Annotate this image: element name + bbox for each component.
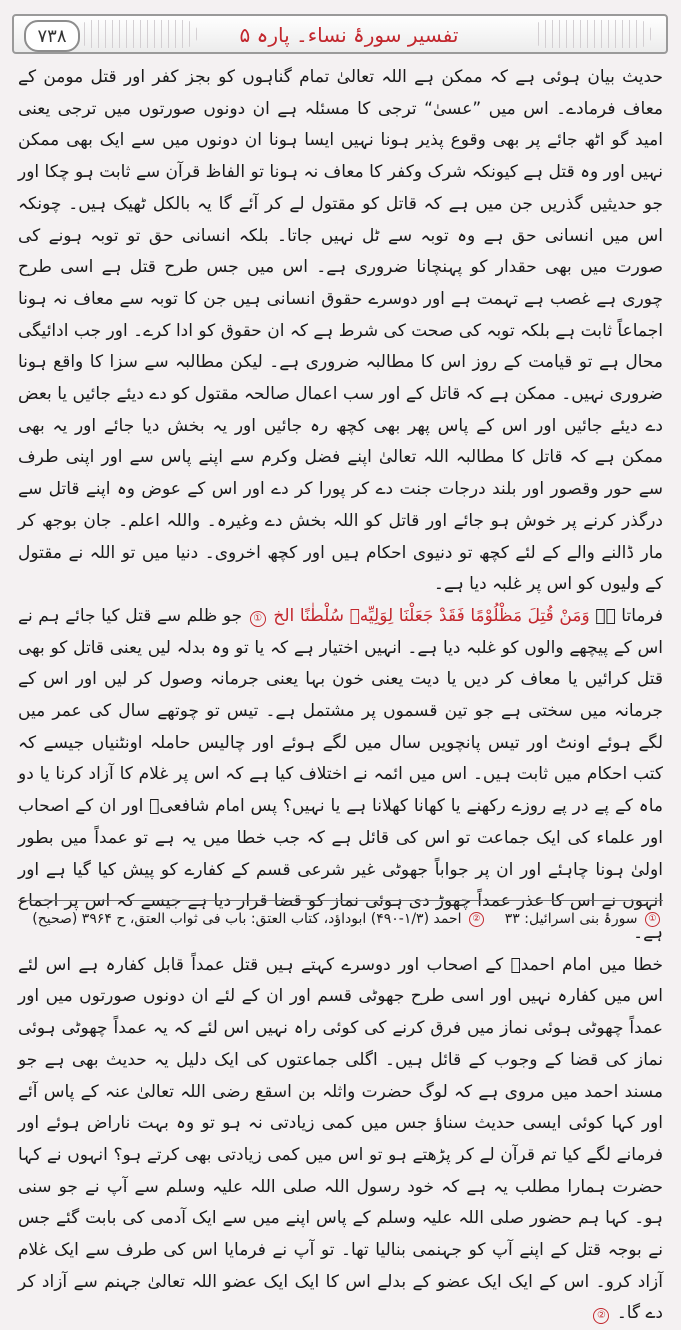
paragraph-3 [18, 950, 663, 1330]
footnote-ref-1[interactable]: ① [250, 611, 266, 627]
paragraph-3-text: خطا میں امام احمدؒ کے اصحاب اور دوسرے کہتے ہیں قتل عمداً قابل کفارہ ہے اس لئے اس میں کفارہ نہیں اور اسی طرح جھوٹی قسم اور ان کے لئے ان دونوں صورتوں میں اور عمداً چھوٹی ہوئی نماز میں فرق کرنے کی کوئی راہ نہیں اس لئے کہ یہ عمداً چھوٹی ہوئی نماز کی قضا کے وجوب کے قائل ہیں۔ اگلی جماعتوں کی ایک دلیل یہ حدیث بھی ہے جو مسند احمد میں مروی ہے کہ لوگ حضرت واثلہ بن اسقع رضی اللہ تعالیٰ عنہ کے پاس آئے اور کہا کوئی ایسی حدیث سناؤ جس میں کمی زیادتی نہ ہو تو وہ بہت ناراض ہوئے اور فرمانے لگے کیا تم قرآن لے کر پڑھتے ہو تو اس میں کمی زیادتی بھی کرتے ہو؟ انہوں نے کہا حضرت ہمارا مطلب یہ ہے کہ خود رسول اللہ صلی اللہ علیہ وسلم سے آپ نے جو سنی ہو۔ کہا ہم حضور صلی اللہ علیہ وسلم کے پاس اپنے میں سے ایک آدمی کی بابت گئے جس نے بوجہ قتل کے اپنے آپ کو جہنمی بنالیا تھا۔ تو آپ نے فرمایا اس کی طرف سے ایک غلام آزاد کرو۔ اس کے ایک ایک عضو کے بدلے اس کا ایک ایک عضو اللہ تعالیٰ جہنم سے آزاد کر دے گا۔ [18, 954, 663, 1324]
footnote-divider [18, 900, 663, 901]
page-header [12, 14, 668, 54]
paragraph-2-text: جو ظلم سے قتل کیا جائے ہم نے اس کے پیچھے والوں کو غلبہ دیا ہے۔ انہیں اختیار ہے کہ یا تو وہ بدلہ لیں یعنی قاتل کو بھی قتل کرائیں یا معاف کر دیں یا دیت یعنی خون بہا یعنی جرمانہ وصول کر لیں اور اس کے جرمانہ میں سختی ہے جو تین قسموں پر مشتمل ہے۔ تیس تو چوتھے سال کی عمر میں لگے ہوئے اونٹ اور تیس پانچویں سال میں لگے ہوئے اور چالیس حاملہ اونٹنیاں جیسے کہ کتب احکام میں ثابت ہیں۔ اس میں ائمہ نے اختلاف کیا ہے کہ اس پر غلام کا آزاد کرنا یا دو ماہ کے پے در پے روزے رکھنے یا کھانا کھلانا ہے یا نہیں؟ پس امام شافعیؒ اور ان کے اصحاب اور علماء کی ایک جماعت تو اس کی قائل ہے کہ جب خطا میں یہ ہے تو عمداً میں بطور اولیٰ ہونا چاہئے اور ان پر جواباً جھوٹی غیر شرعی قسم کے کفارے کو پیش کیا گیا ہے اور انہوں نے اس کا عذر عمداً چھوڑ دی ہوئی نماز کو قضا قرار دیا ہے جیسے کہ اس پر اجماع ہے۔ [18, 605, 663, 943]
page-title: تفسیر سورۂ نساء۔ پارہ ۵ [239, 23, 459, 47]
paragraph-1: حدیث بیان ہوئی ہے کہ ممکن ہے اللہ تعالیٰ تمام گناہوں کو بجز کفر اور قتل مومن کے معاف فرمادے۔ اس میں ”عسیٰ“ ترجی کا مسئلہ ہے ان دونوں صورتوں میں ترجی یعنی امید گو اٹھ جائے پر بھی وقوع پذیر ہونا نہیں ایسا ہونا ان دونوں میں سے ایک بھی ممکن نہیں اور وہ قتل ہے کیونکہ شرک وکفر کا معاف نہ ہونا تو الفاظ قرآن سے ثابت ہو چکا اور جو حدیثیں گذریں جن میں ہے کہ قاتل کو مقتول لے کر آئے گا یہ بالکل ٹھیک ہیں۔ چونکہ اس میں انسانی حق ہے وہ توبہ سے ٹل نہیں جاتا۔ بلکہ انسانی حق تو توبہ ہونے کی صورت میں بھی حقدار کو پہنچانا ضروری ہے۔ اس میں جس طرح قتل ہے اسی طرح چوری ہے غصب ہے تہمت ہے اور دوسرے حقوق انسانی ہیں جن کا توبہ سے معاف نہ ہونا اجماعاً ثابت ہے بلکہ توبہ کی صحت کی شرط ہے کہ ان حقوق کو ادا کرے۔ اور جب ادائیگی محال ہے تو قیامت کے روز اس کا مطالبہ ضروری ہے۔ لیکن مطالبہ سے سزا کا واقع ہونا ضروری نہیں۔ ممکن ہے کہ قاتل کے اور سب اعمال صالحہ مقتول کو دے دیئے جائیں یا بعض دے دیئے جائیں اور اس کے پاس پھر بھی کچھ رہ جائیں اور یہ بخش دیا جائے اور یہ بھی ممکن ہے کہ قاتل کا مطالبہ اللہ تعالیٰ اپنے فضل وکرم سے اپنے پاس سے اور اپنی طرف سے حور وقصور اور بلند درجات جنت دے کر پورا کر دے اور اس کے عوض وہ اپنے قاتل سے درگذر کرنے پر خوش ہو جائے اور قاتل کو اللہ بخش دے وغیرہ۔ واللہ اعلم۔ جان بوجھ کر مار ڈالنے والے کے لئے کچھ تو دنیوی احکام ہیں اور کچھ اخروی۔ دنیا میں تو اللہ نے مقتول کے ولیوں کو اس پر غلبہ دیا ہے۔ [18, 67, 663, 595]
header-ornament-right [532, 20, 652, 48]
footnotes [18, 908, 663, 930]
footnote-1-text: سورۂ بنی اسرائیل: ۳۳ [504, 911, 638, 927]
paragraph-2 [18, 601, 663, 950]
header-ornament-left [78, 20, 198, 48]
page-number: ۷۳۸ [24, 20, 80, 52]
quran-quote: وَمَنْ قُتِلَ مَظْلُوْمًا فَقَدْ جَعَلْنَا لِوَلِيِّهٖ سُلْطٰنًا الخ [273, 605, 590, 626]
footnote-2-marker: ② [469, 912, 484, 927]
footnote-2-text: احمد (۱/۳-۴۹۰) ابوداؤد، کتاب العتق: باب فی ثواب العتق، ح ۳۹۶۴ (صحیح) [32, 911, 462, 927]
footnote-1-marker: ① [645, 912, 660, 927]
paragraph-2-intro: فرماتا ہے [595, 605, 664, 626]
footnote-ref-2[interactable]: ② [593, 1308, 609, 1324]
